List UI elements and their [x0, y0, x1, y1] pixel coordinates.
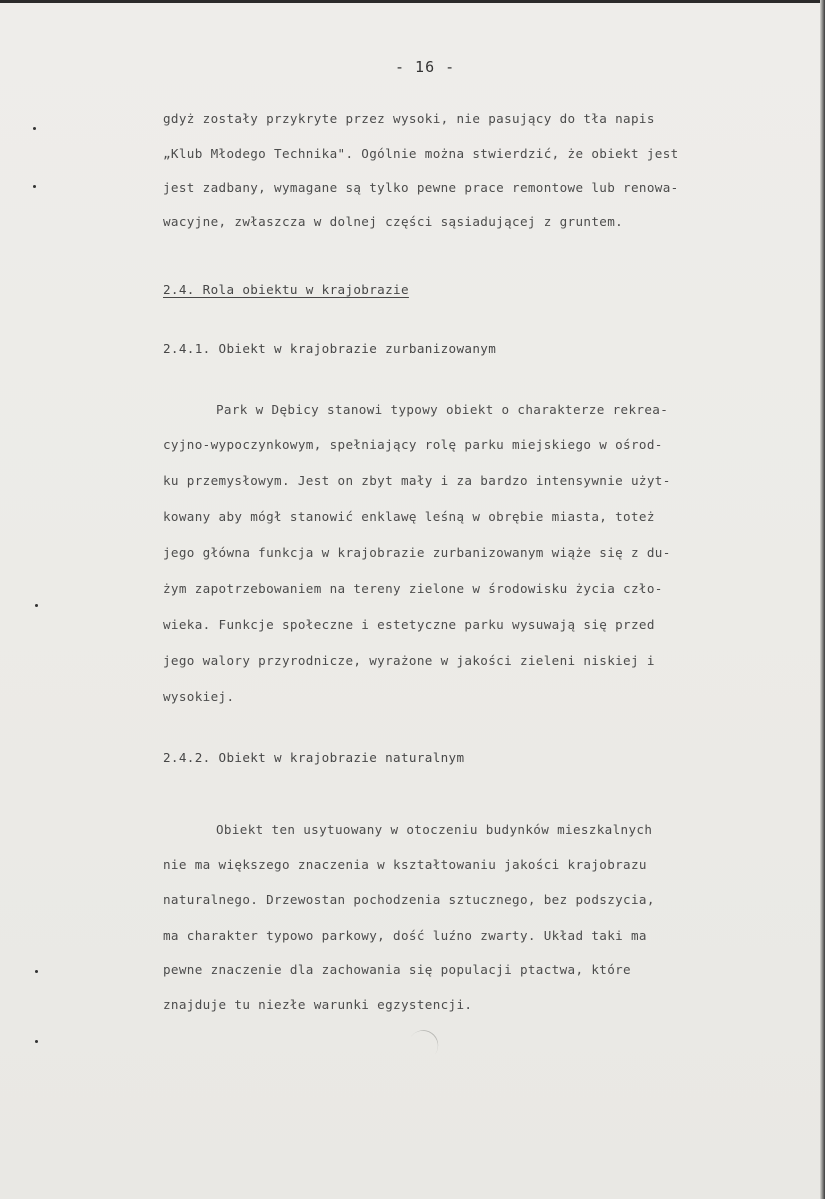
text-line: wieka. Funkcje społeczne i estetyczne parku wysuwają się przed: [163, 617, 655, 632]
text-line: wysokiej.: [163, 689, 235, 704]
text-line: kowany aby mógł stanowić enklawę leśną w obrębie miasta, toteż: [163, 509, 655, 524]
page-number: - 16 -: [395, 58, 456, 76]
text-line: gdyż zostały przykryte przez wysoki, nie pasujący do tła napis: [163, 111, 655, 126]
paper-fold-mark: [402, 1024, 444, 1067]
text-line: jego walory przyrodnicze, wyrażone w jakości zieleni niskiej i: [163, 653, 655, 668]
text-line: nie ma większego znaczenia w kształtowaniu jakości krajobrazu: [163, 857, 647, 872]
text-line: cyjno-wypoczynkowym, spełniający rolę parku miejskiego w ośrod-: [163, 437, 663, 452]
subsection-heading: 2.4.2. Obiekt w krajobrazie naturalnym: [163, 750, 465, 765]
text-line: pewne znaczenie dla zachowania się populacji ptactwa, które: [163, 962, 631, 977]
margin-dot: [35, 1040, 38, 1043]
text-line: jego główna funkcja w krajobrazie zurbanizowanym wiąże się z du-: [163, 545, 671, 560]
text-line: Park w Dębicy stanowi typowy obiekt o charakterze rekrea-: [216, 402, 669, 417]
text-line: żym zapotrzebowaniem na tereny zielone w środowisku życia czło-: [163, 581, 663, 596]
text-line: naturalnego. Drzewostan pochodzenia sztucznego, bez podszycia,: [163, 892, 655, 907]
section-heading: 2.4. Rola obiektu w krajobrazie: [163, 282, 409, 297]
text-line: znajduje tu niezłe warunki egzystencji.: [163, 997, 473, 1012]
margin-dot: [33, 185, 36, 188]
text-line: ma charakter typowo parkowy, dość luźno zwarty. Układ taki ma: [163, 928, 647, 943]
subsection-heading: 2.4.1. Obiekt w krajobrazie zurbanizowanym: [163, 341, 497, 356]
text-line: „Klub Młodego Technika". Ogólnie można stwierdzić, że obiekt jest: [163, 146, 679, 161]
scan-right-edge: [820, 0, 825, 1199]
text-line: Obiekt ten usytuowany w otoczeniu budynków mieszkalnych: [216, 822, 653, 837]
text-line: ku przemysłowym. Jest on zbyt mały i za bardzo intensywnie użyt-: [163, 473, 671, 488]
text-line: jest zadbany, wymagane są tylko pewne prace remontowe lub renowa-: [163, 180, 679, 195]
margin-dot: [33, 127, 36, 130]
margin-dot: [35, 970, 38, 973]
scan-top-edge: [0, 0, 825, 3]
text-line: wacyjne, zwłaszcza w dolnej części sąsiadującej z gruntem.: [163, 214, 624, 229]
margin-dot: [35, 604, 38, 607]
